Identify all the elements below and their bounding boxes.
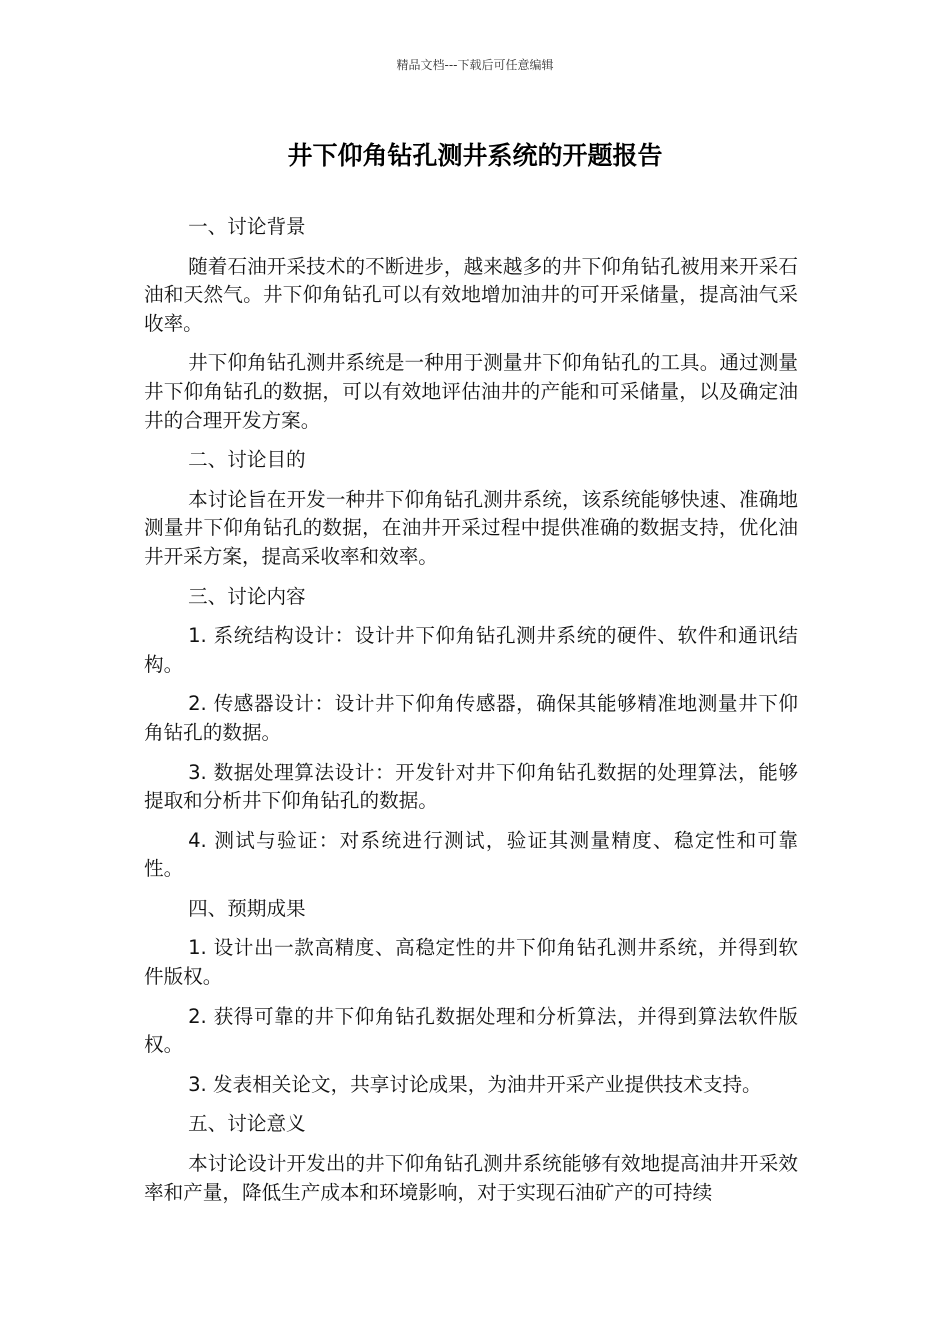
section-heading-content: 三、讨论内容 [188,584,306,608]
page-header: 精品文档---下载后可任意编辑 [396,58,554,72]
section-heading-background: 一、讨论背景 [188,215,306,238]
content-item-3: 3. 数据处理算法设计：开发针对井下仰角钻孔数据的处理算法，能够提取和分析井下仰角钻孔的数据。 [144,760,798,813]
section-heading-purpose: 二、讨论目的 [188,448,306,472]
content-item-1: 1. 系统结构设计：设计井下仰角钻孔测井系统的硬件、软件和通讯结构。 [144,624,798,676]
section-heading-results: 四、预期成果 [188,896,306,920]
paragraph-background-1: 随着石油开采技术的不断进步，越来越多的井下仰角钻孔被用来开采石油和天然气。井下仰角钻孔可以有效地增加油井的可开采储量，提高油气采收率。 [144,254,798,335]
results-item-1: 1. 设计出一款高精度、高稳定性的井下仰角钻孔测井系统，并得到软件版权。 [144,936,798,989]
content-item-2: 2. 传感器设计：设计井下仰角传感器，确保其能够精准地测量井下仰角钻孔的数据。 [144,692,798,744]
results-item-2: 2. 获得可靠的井下仰角钻孔数据处理和分析算法，并得到算法软件版权。 [144,1004,798,1057]
content-item-4: 4. 测试与验证：对系统进行测试，验证其测量精度、稳定性和可靠性。 [144,828,798,881]
document-title: 井下仰角钻孔测井系统的开题报告 [287,141,663,170]
results-item-3: 3. 发表相关论文，共享讨论成果，为油井开采产业提供技术支持。 [188,1072,762,1096]
paragraph-significance: 本讨论设计开发出的井下仰角钻孔测井系统能够有效地提高油井开采效率和产量，降低生产成本和环境影响，对于实现石油矿产的可持续 [144,1152,798,1204]
paragraph-background-2: 井下仰角钻孔测井系统是一种用于测量井下仰角钻孔的工具。通过测量井下仰角钻孔的数据，可以有效地评估油井的产能和可采储量，以及确定油井的合理开发方案。 [144,351,798,432]
paragraph-purpose: 本讨论旨在开发一种井下仰角钻孔测井系统，该系统能够快速、准确地测量井下仰角钻孔的数据，在油井开采过程中提供准确的数据支持，优化油井开采方案，提高采收率和效率。 [144,487,798,568]
section-heading-significance: 五、讨论意义 [188,1112,306,1136]
document-body [144,213,798,1218]
